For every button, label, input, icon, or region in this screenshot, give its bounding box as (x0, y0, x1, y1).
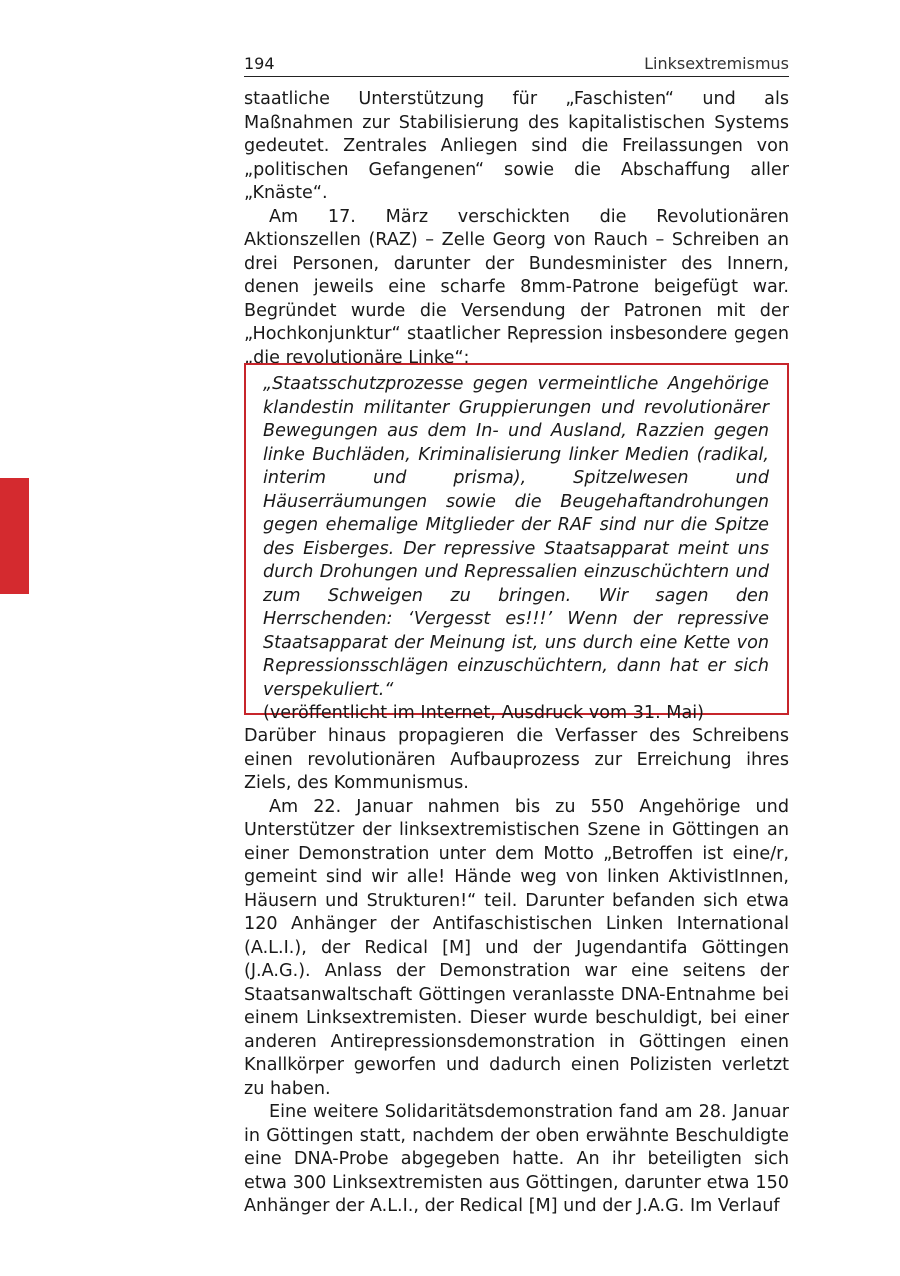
quote-source: (veröffentlicht im Internet, Ausdruck vom 31. Mai) (263, 703, 705, 723)
paragraph: Am 17. März verschickten die Revolutionären Aktionszellen (RAZ) – Zelle Georg von Rauch – Schreiben an drei Personen, darunter der Bundesminister des Innern, denen jeweils eine scharfe 8mm-Patrone beigefügt war. Begründet wurde die Versendung der Patronen mit der „Hochkonjunktur“ staatlicher Repression insbesondere gegen „die revolutionäre Linke“: (244, 206, 789, 368)
quote-text: „Staatsschutzprozesse gegen vermeintliche Angehörige klandestin militanter Gruppierungen und revolutionärer Bewegungen aus dem In- und Ausland, Razzien gegen linke Buchläden, Kriminalisierung linker Medien (radikal, interim und prisma), Spitzelwesen und Häuserräumungen sowie die Beugehaftandrohungen gegen ehemalige Mitglieder der RAF sind nur die Spitze des Eisberges. Der repressive Staatsapparat meint uns durch Drohungen und Repressalien einzuschüchtern und zum Schweigen zu bringen. Wir sagen den Herrschenden: ‘Vergesst es!!!’ Wenn der repressive Staatsapparat der Meinung ist, uns durch eine Kette von Repressionsschlägen einzuschüchtern, dann hat er sich verspekuliert.“ (263, 374, 769, 700)
body-text-top (244, 88, 789, 370)
paragraph: Eine weitere Solidaritätsdemonstration fand am 28. Januar in Göttingen statt, nachdem der oben erwähnte Beschuldigte eine DNA-Probe abgegeben hatte. An ihr beteiligten sich etwa 300 Linksextremisten aus Göttingen, darunter etwa 150 Anhänger der A.L.I., der Redical [M] und der J.A.G. Im Verlauf (244, 1102, 789, 1216)
page-header (244, 52, 789, 77)
chapter-tab-marker (0, 478, 29, 594)
paragraph: staatliche Unterstützung für „Faschisten“ und als Maßnahmen zur Stabilisierung des kapitalistischen Systems gedeutet. Zentrales Anliegen sind die Freilassungen von „politischen Gefangenen“ sowie die Abschaffung aller „Knäste“. (244, 89, 789, 203)
page-number: 194 (244, 54, 275, 73)
paragraph: Am 22. Januar nahmen bis zu 550 Angehörige und Unterstützer der linksextremistischen Szene in Göttingen an einer Demonstration unter dem Motto „Betroffen ist eine/r, gemeint sind wir alle! Hände weg von linken AktivistInnen, Häusern und Strukturen!“ teil. Darunter befanden sich etwa 120 Anhänger der Antifaschistischen Linken International (A.L.I.), der Redical [M] und der Jugendantifa Göttingen (J.A.G.). Anlass der Demonstration war eine seitens der Staatsanwaltschaft Göttingen veranlasste DNA-Entnahme bei einem Linksextremisten. Dieser wurde beschuldigt, bei einer anderen Antirepressionsdemonstration in Göttingen einen Knallkörper geworfen und dadurch einen Polizisten verletzt zu haben. (244, 796, 789, 1099)
paragraph: Darüber hinaus propagieren die Verfasser des Schreibens einen revolutionären Aufbauprozess zur Erreichung ihres Ziels, des Kommunismus. (244, 726, 789, 793)
running-title: Linksextremismus (644, 54, 789, 73)
body-text-bottom (244, 725, 789, 1219)
quote-box (244, 363, 789, 723)
